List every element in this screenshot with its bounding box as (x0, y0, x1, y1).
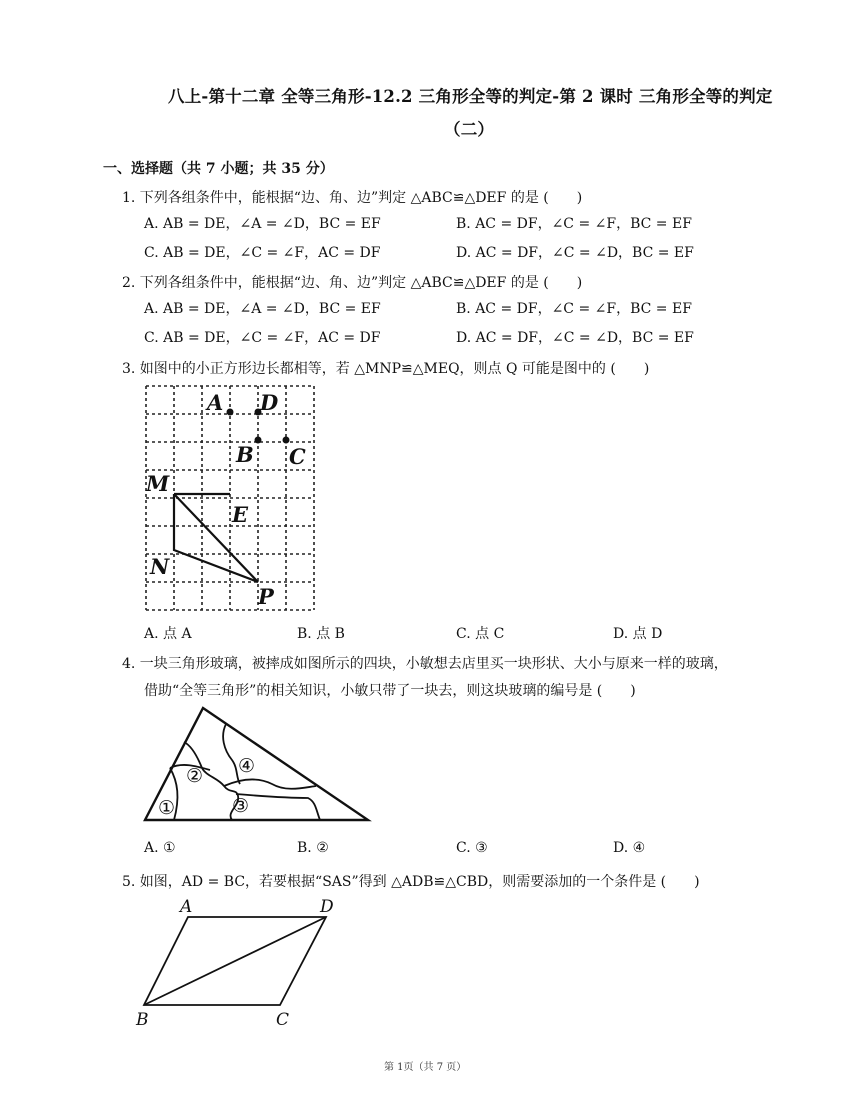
question-3-option-d[interactable]: D. 点 D (613, 626, 663, 642)
label-m: M (146, 471, 170, 496)
grid-figure (140, 382, 320, 614)
question-2-option-d[interactable]: D. AC = DF，∠C = ∠D，BC = EF (456, 330, 694, 346)
question-3-option-c[interactable]: C. 点 C (456, 626, 505, 642)
question-4-option-d[interactable]: D. ④ (613, 840, 646, 856)
broken-glass-figure (140, 702, 375, 828)
question-5-stem: 5. 如图，AD = BC，若要根据“SAS”得到 △ADB≌△CBD，则需要添加的一个条件是 ( ) (122, 874, 700, 890)
question-2-stem: 2. 下列各组条件中，能根据“边、角、边”判定 △ABC≌△DEF 的是 ( ) (122, 275, 583, 291)
question-4-option-a[interactable]: A. ① (144, 840, 176, 856)
parallelogram-figure (134, 893, 344, 1029)
point-c-dot (283, 437, 290, 444)
question-2-option-b[interactable]: B. AC = DF，∠C = ∠F，BC = EF (456, 301, 692, 317)
label-b: B (136, 1010, 149, 1029)
label-a: A (207, 390, 224, 415)
question-1-option-b[interactable]: B. AC = DF，∠C = ∠F，BC = EF (456, 216, 692, 232)
point-a-dot (227, 409, 234, 416)
glass-outline (145, 708, 368, 820)
question-3-stem: 3. 如图中的小正方形边长都相等，若 △MNP≌△MEQ，则点 Q 可能是图中的 ( ) (122, 361, 650, 377)
label-e: E (232, 502, 249, 527)
diagonal-bd (144, 917, 326, 1005)
page-footer: 第 1页（共 7 页） (384, 1062, 467, 1073)
label-a: A (180, 897, 193, 917)
piece-3-label: ③ (232, 795, 250, 817)
piece-4-label: ④ (238, 755, 256, 777)
label-d: D (320, 897, 334, 917)
label-b: B (236, 442, 254, 467)
piece-1-label: ① (158, 797, 176, 819)
page-title: 八上-第十二章 全等三角形-12.2 三角形全等的判定-第 2 课时 三角形全等的判定 (168, 87, 773, 106)
dashed-grid (146, 386, 314, 610)
question-1-option-c[interactable]: C. AB = DE，∠C = ∠F，AC = DF (144, 245, 381, 261)
page-title-continued: （二） (444, 120, 495, 139)
question-2-option-c[interactable]: C. AB = DE，∠C = ∠F，AC = DF (144, 330, 381, 346)
question-1-option-d[interactable]: D. AC = DF，∠C = ∠D，BC = EF (456, 245, 694, 261)
question-3-option-b[interactable]: B. 点 B (297, 626, 345, 642)
label-c: C (276, 1010, 290, 1029)
label-p: P (258, 584, 274, 609)
question-1-option-a[interactable]: A. AB = DE，∠A = ∠D，BC = EF (144, 216, 381, 232)
question-4-stem-line1: 4. 一块三角形玻璃，被摔成如图所示的四块，小敏想去店里买一块形状、大小与原来一样的玻璃， (122, 656, 728, 672)
point-b-dot (255, 437, 262, 444)
question-1-stem: 1. 下列各组条件中，能根据“边、角、边”判定 △ABC≌△DEF 的是 ( ) (122, 190, 583, 206)
question-4-stem-line2: 借助“全等三角形”的相关知识，小敏只带了一块去，则这块玻璃的编号是 ( ) (144, 683, 636, 699)
section-header: 一、选择题（共 7 小题；共 35 分） (103, 161, 334, 177)
question-4-option-b[interactable]: B. ② (297, 840, 329, 856)
piece-2-label: ② (186, 765, 204, 787)
label-c: C (289, 444, 306, 469)
question-2-option-a[interactable]: A. AB = DE，∠A = ∠D，BC = EF (144, 301, 381, 317)
question-3-option-a[interactable]: A. 点 A (144, 626, 192, 642)
label-n: N (150, 554, 170, 579)
question-4-option-c[interactable]: C. ③ (456, 840, 488, 856)
label-d: D (260, 390, 279, 415)
